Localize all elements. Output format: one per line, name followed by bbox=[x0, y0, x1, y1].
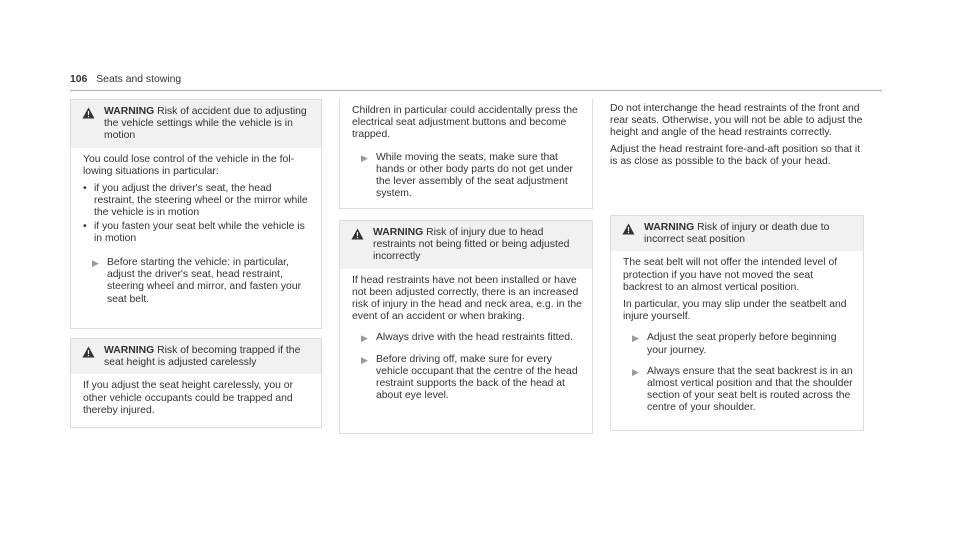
warning-text: If head restraints have not been installed or have not been adjusted correctly, there is an increased risk of injury in the head and neck area, e.g. in the event of an accident or when braking. bbox=[352, 274, 582, 323]
paragraph: Adjust the head restraint fore-and-aft position so that it is as close as possible to the back of your head. bbox=[610, 143, 861, 167]
play-arrow-icon: ▶ bbox=[632, 366, 639, 377]
warning-body bbox=[611, 251, 863, 422]
warning-triangle-icon bbox=[622, 223, 635, 235]
play-arrow-icon: ▶ bbox=[632, 333, 639, 344]
step-text: Before starting the vehicle: in particular, adjust the driver's seat, head restraint, steering wheel and mirror, and fasten your seat belt. bbox=[107, 257, 302, 305]
warning-intro: You could lose control of the vehicle in the following situations in particular: bbox=[83, 153, 295, 177]
step-text: Before driving off, make sure for every vehicle occupant that the centre of the head restraint supports the back of the head at about eye level. bbox=[376, 353, 578, 402]
warning-title-text: Risk of becoming trapped if the seat height is adjusted carelessly bbox=[104, 345, 301, 369]
warning-box-head-restraints bbox=[339, 220, 593, 434]
warning-title bbox=[611, 216, 863, 251]
warning-title-text: Risk of injury due to head restraints not being fitted or being adjusted incorrectly bbox=[373, 227, 570, 263]
section-title: Seats and stowing bbox=[96, 74, 182, 85]
play-arrow-icon: ▶ bbox=[361, 152, 368, 163]
instruction-step bbox=[83, 257, 313, 306]
list-item: • if you adjust the driver's seat, the head restraint, the steering wheel or the mirror while the vehicle is in motion bbox=[83, 183, 313, 220]
warning-triangle-icon bbox=[82, 346, 95, 358]
warning-body bbox=[71, 148, 321, 314]
step-text: Always drive with the head restraints fitted. bbox=[376, 332, 573, 344]
instruction-step bbox=[623, 332, 855, 356]
instruction-step bbox=[352, 354, 584, 403]
warning-label: WARNING bbox=[104, 106, 155, 117]
warning-text: The seat belt will not offer the intended level of protection if you have not moved the seat backrest to an almost vertical position. bbox=[623, 257, 838, 293]
warning-box-trapped bbox=[70, 338, 322, 428]
bullet-list bbox=[83, 183, 313, 245]
play-arrow-icon: ▶ bbox=[361, 354, 368, 365]
instruction-step bbox=[623, 366, 855, 415]
warning-text: If you adjust the seat height carelessly, you or other vehicle occupants could be trapped and thereby injured. bbox=[83, 380, 294, 416]
warning-title bbox=[71, 339, 321, 374]
header-rule bbox=[70, 90, 882, 91]
instruction-step bbox=[352, 152, 584, 201]
warning-box-accident bbox=[70, 99, 322, 329]
page-number: 106 bbox=[70, 74, 88, 85]
step-text: Adjust the seat properly before beginning your journey. bbox=[647, 332, 837, 356]
warning-body bbox=[340, 269, 592, 411]
step-text: Always ensure that the seat backrest is in an almost vertical position and that the shoulder section of your seat belt is routed across the centre of your shoulder. bbox=[647, 365, 853, 414]
warning-label: WARNING bbox=[373, 227, 424, 238]
warning-title-text: Risk of accident due to adjusting the vehicle settings while the vehicle is in motion bbox=[104, 106, 307, 142]
head-restraint-text bbox=[610, 103, 870, 172]
play-arrow-icon: ▶ bbox=[361, 333, 368, 344]
warning-label: WARNING bbox=[644, 222, 695, 233]
warning-box-seat-position bbox=[610, 215, 864, 431]
instruction-step bbox=[352, 332, 584, 344]
continued-body bbox=[340, 99, 592, 208]
warning-title-text: Risk of injury or death due to incorrect seat position bbox=[644, 222, 830, 246]
list-item: • if you fasten your seat belt while the vehicle is in motion bbox=[83, 221, 313, 245]
warning-continued-box bbox=[339, 99, 593, 209]
warning-title bbox=[340, 221, 592, 269]
warning-triangle-icon bbox=[82, 107, 95, 119]
warning-body bbox=[71, 374, 321, 430]
warning-title bbox=[71, 100, 321, 148]
play-arrow-icon: ▶ bbox=[92, 258, 99, 269]
warning-triangle-icon bbox=[351, 228, 364, 240]
warning-label: WARNING bbox=[104, 345, 155, 356]
page-header bbox=[70, 74, 181, 88]
warning-text: In particular, you may slip under the seatbelt and injure yourself. bbox=[623, 299, 847, 323]
paragraph: Do not interchange the head restraints of the front and rear seats. Otherwise, you will not be able to adjust the height and angle of the head restraints correctly. bbox=[610, 103, 863, 139]
continued-text: Children in particular could accidentally press the electrical seat adjustment buttons and become trapped. bbox=[352, 105, 578, 141]
step-text: While moving the seats, make sure that hands or other body parts do not get under the lever assembly of the seat adjustment system. bbox=[376, 151, 573, 200]
